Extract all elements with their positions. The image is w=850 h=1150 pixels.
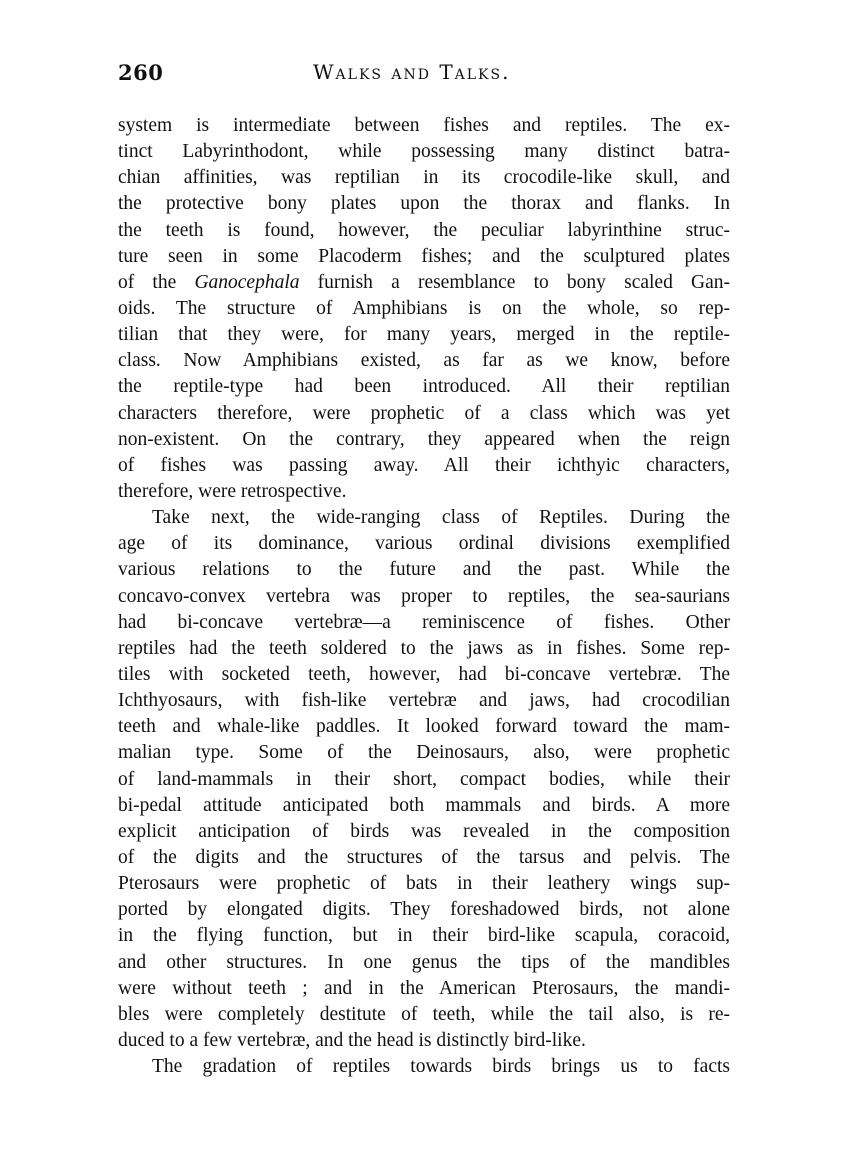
text-line: explicit anticipation of birds was revealed in the composition — [118, 820, 730, 842]
page-number: 260 — [118, 60, 164, 85]
text-line: age of its dominance, various ordinal divisions exemplified — [118, 533, 730, 555]
running-head: Walks and Talks. — [313, 60, 511, 84]
text-line: the reptile-type had been introduced. All their reptilian — [118, 376, 730, 398]
text-line: were without teeth ; and in the American Pterosaurs, the mandi- — [118, 977, 730, 999]
text-line: had bi-concave vertebræ—a reminiscence of fishes. Other — [118, 611, 730, 633]
text-line: malian type. Some of the Deinosaurs, also, were prophetic — [118, 742, 730, 764]
text-line: Ichthyosaurs, with fish-like vertebræ and jaws, had crocodilian — [118, 690, 730, 712]
text-line: therefore, were retrospective. — [118, 480, 347, 502]
text-line: bles were completely destitute of teeth, while the tail also, is re- — [118, 1003, 730, 1025]
text-line: characters therefore, were prophetic of a class which was yet — [118, 402, 730, 424]
text-line: bi-pedal attitude anticipated both mammals and birds. A more — [118, 794, 730, 816]
line-end: furnish a resemblance to bony scaled Gan- — [299, 271, 730, 293]
text-line: and other structures. In one genus the tips of the mandibles — [118, 951, 730, 973]
text-line: reptiles had the teeth soldered to the jaws as in fishes. Some rep- — [118, 637, 730, 659]
text-line: teeth and whale-like paddles. It looked forward toward the mam- — [118, 716, 730, 738]
text-line: concavo-convex vertebra was proper to reptiles, the sea-saurians — [118, 585, 730, 607]
text-line: of the digits and the structures of the tarsus and pelvis. The — [118, 846, 730, 868]
page-header — [118, 60, 730, 90]
paragraph-start-line: Take next, the wide-ranging class of Reptiles. During the — [152, 507, 730, 529]
text-line: tinct Labyrinthodont, while possessing many distinct batra- — [118, 141, 730, 163]
text-line: various relations to the future and the past. While the — [118, 559, 730, 581]
paragraph-start-line: The gradation of reptiles towards birds brings us to facts — [152, 1056, 730, 1078]
text-line: tiles with socketed teeth, however, had bi-concave vertebræ. The — [118, 663, 730, 685]
line-start: of the — [118, 271, 195, 293]
text-line: chian affinities, was reptilian in its crocodile-like skull, and — [118, 167, 730, 189]
text-line: in the flying function, but in their bird-like scapula, coracoid, — [118, 925, 730, 947]
text-line: Pterosaurs were prophetic of bats in their leathery wings sup- — [118, 873, 730, 895]
text-line-with-italic — [118, 270, 730, 296]
text-line: tilian that they were, for many years, merged in the reptile- — [118, 324, 730, 346]
text-line: ported by elongated digits. They foreshadowed birds, not alone — [118, 899, 730, 921]
body-text — [118, 113, 730, 1080]
text-line: system is intermediate between fishes and reptiles. The ex- — [118, 115, 730, 136]
text-line: non-existent. On the contrary, they appeared when the reign — [118, 428, 730, 450]
text-line: of fishes was passing away. All their ichthyic characters, — [118, 454, 730, 476]
text-line: the teeth is found, however, the peculiar labyrinthine struc- — [118, 219, 730, 241]
text-line: oids. The structure of Amphibians is on the whole, so rep- — [118, 297, 730, 319]
text-line: the protective bony plates upon the thorax and flanks. In — [118, 193, 730, 215]
text-line: of land-mammals in their short, compact bodies, while their — [118, 768, 730, 790]
text-line: class. Now Amphibians existed, as far as we know, before — [118, 350, 730, 372]
italic-term: Ganocephala — [194, 271, 300, 293]
text-line: duced to a few vertebræ, and the head is distinctly bird-like. — [118, 1029, 586, 1051]
text-line: ture seen in some Placoderm fishes; and the sculptured plates — [118, 245, 730, 267]
